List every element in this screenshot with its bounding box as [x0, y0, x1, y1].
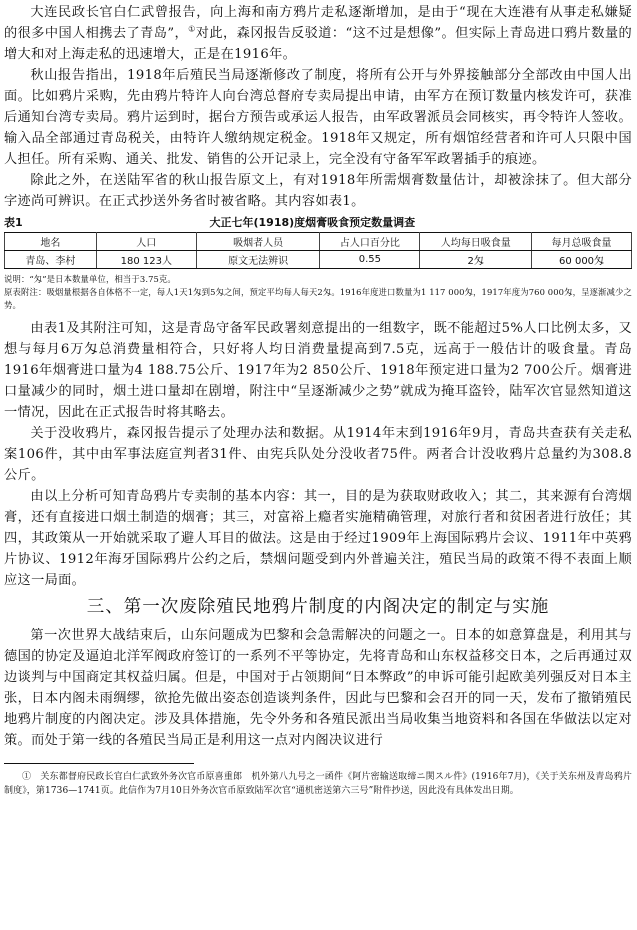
table-cell: 原文无法辨识 [196, 251, 320, 269]
footnote-mark: ① [22, 772, 32, 782]
table-header-cell: 人口 [96, 233, 196, 251]
table-header-cell: 人均每日吸食量 [420, 233, 532, 251]
table-heading [4, 214, 632, 230]
table-header-cell: 占人口百分比 [320, 233, 420, 251]
table-header-cell: 地名 [5, 233, 97, 251]
paragraph-7: 第一次世界大战结束后，山东问题成为巴黎和会急需解决的问题之一。日本的如意算盘是，利用其与德国的协定及逼迫北洋军阀政府签订的一系列不平等协定，先将青岛和山东权益移交日本，之后再通过双边谈判与中国商定其权益归属。但是，中国对于占领期间“日本弊政”的申诉可能引起欧美列强反对日本主张，日本内阁未雨绸缪，欲抢先做出姿态创造谈判条件，因此与巴黎和会召开的同一天，发布了撤销殖民地鸦片制度的内阁决定。涉及具体措施，先令外务和各殖民派出当局收集当地资料和各国在华做法以定对策。而处于第一线的各殖民当局正是利用这一点对内阁决议进行 [4, 628, 632, 748]
table-cell: 180 123人 [96, 251, 196, 269]
table-note: 说明：“匁”是日本数量单位，相当于3.75克。 [4, 274, 176, 284]
footnote-ref-1[interactable]: ① [188, 24, 196, 34]
paragraph-1-text: 大连民政长官白仁武曾报告，向上海和南方鸦片走私逐渐增加，是由于“现在大连港有从事走私嫌疑的很多中国人相携去了青岛”， [4, 5, 632, 41]
table-header-row [5, 233, 632, 251]
table-row [5, 251, 632, 269]
table-cell: 0.55 [320, 251, 420, 269]
footnote-divider [4, 763, 194, 764]
paragraph-4: 由表1及其附注可知，这是青岛守备军民政署刻意提出的一组数字，既不能超过5%人口比例太多，又想与每月6万匁总消费量相符合，只好将人均日消费量提高到7.5克，远高于一般估计的吸食量。青岛1916年烟膏进口量为4 188.75公斤、1917年为2 850公斤、1918年预定进口量为2 700公斤。烟膏进口量减少的同时，烟土进口量却在剧增，附注中“呈逐渐减少之势”就成为掩耳盗铃，陆军次官显然知道这一情况，因此在正式报告时将其略去。 [4, 321, 632, 420]
paragraph-1-rest: 对此，森冈报告反驳道：“这不过是想像”。但实际上青岛进口鸦片数量的增大和对上海走私的迅速增大，正是在1916年。 [4, 26, 633, 62]
section-heading: 三、第一次废除殖民地鸦片制度的内阁决定的制定与实施 [86, 597, 550, 617]
table-cell: 青岛、李村 [5, 251, 97, 269]
table-header-cell: 吸烟者人员 [196, 233, 320, 251]
table-label: 表1 [4, 216, 23, 229]
table-caption: 大正七年(1918)度烟膏吸食预定数量调查 [209, 216, 416, 229]
footnote-1 [4, 770, 632, 798]
data-table [4, 232, 632, 269]
table-header-cell: 每月总吸食量 [532, 233, 632, 251]
footnote-text: 关东都督府民政长官白仁武致外务次官币原喜重郎 机外第八九号之一函件《阿片密输送取缔ニ関スル件》(1916年7月)，《关于关东州及青岛鸦片制度》，第1736—1741页。此信作为7月10日外务次官币原致陆军次官“通机密送第六三号”附件抄送，因此没有具体发出日期。 [4, 772, 632, 796]
paragraph-3: 除此之外，在送陆军省的秋山报告原文上，有对1918年所需烟膏数量估计，却被涂抹了。但大部分字迹尚可辨识。在正式抄送外务省时被省略。其内容如表1。 [4, 173, 632, 209]
paragraph-5: 关于没收鸦片，森冈报告提示了处理办法和数据。从1914年末到1916年9月，青岛共查获有关走私案106件，其中由军事法庭宣判者31件、由宪兵队处分没收者75件。两者合计没收鸦片总量约为308.8公斤。 [4, 426, 632, 483]
table-cell: 60 000匁 [532, 251, 632, 269]
page [4, 2, 632, 798]
table-note-original: 原表附注：吸烟量根据各自体格不一定，每人1天1匁到5匁之间，预定平均每人每天2匁。1916年度进口数量为1 117 000匁，1917年度为760 000匁，呈逐渐减少之势。 [4, 287, 632, 310]
paragraph-6: 由以上分析可知青岛鸦片专卖制的基本内容：其一，目的是为获取财政收入；其二，其来源有台湾烟膏，还有直接进口烟土制造的烟膏；其三，对富裕上瘾者实施精确管理，对旅行者和贫困者进行放任；其四，其政策从一开始就采取了避人耳目的做法。这是由于经过1909年上海国际鸦片会议、1911年中英鸦片协议、1912年海牙国际鸦片公约之后，禁烟问题受到内外普遍关注，殖民当局的政策不得不表面上顺应这一局面。 [4, 489, 632, 588]
paragraph-1 [4, 2, 632, 65]
paragraph-2: 秋山报告指出，1918年后殖民当局逐渐修改了制度，将所有公开与外界接触部分全部改由中国人出面。比如鸦片采购，先由鸦片特许人向台湾总督府专卖局提出申请，由军方在预订数量内核发许可，获准后通知台湾专卖局。鸦片运到时，据台方预告或承运人报告，由军政署派员会同核实，再令特许人签收。输入品全部通过青岛税关，由特许人缴纳规定税金。1918年又规定，所有烟馆经营者和许可人只限中国人担任。所有采购、通关、批发、销售的公开记录上，完全没有守备军军政署插手的痕迹。 [4, 68, 632, 167]
table-cell: 2匁 [420, 251, 532, 269]
